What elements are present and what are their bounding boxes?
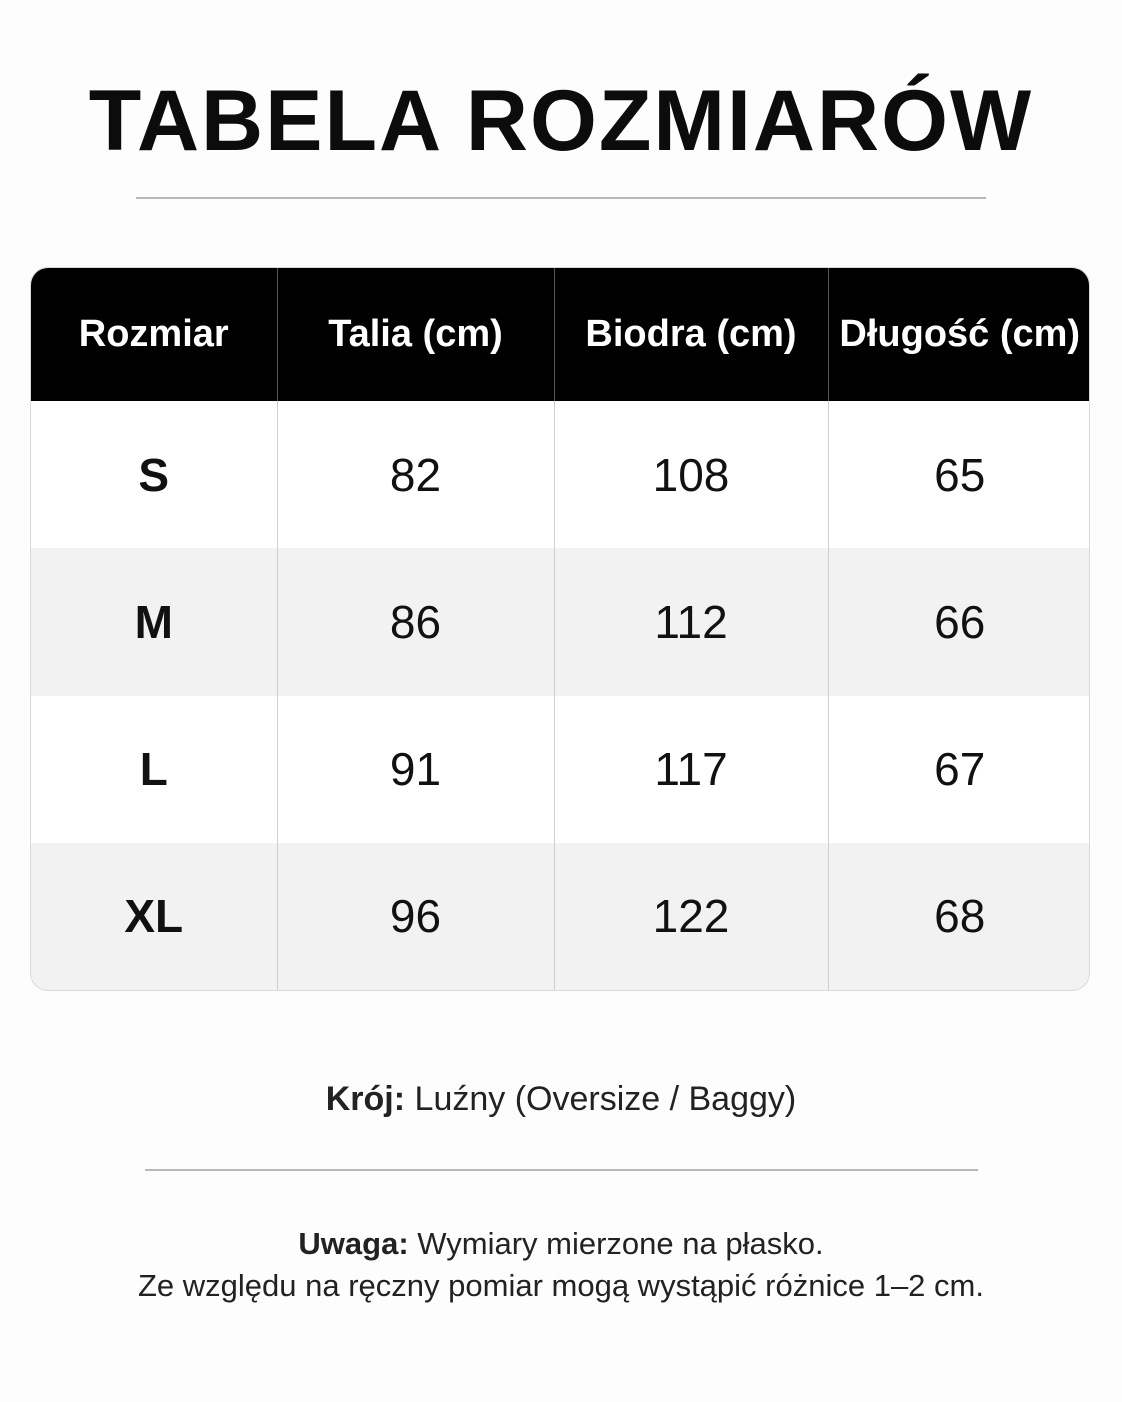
length-cell: 67	[828, 696, 1090, 843]
waist-cell: 82	[277, 401, 554, 548]
cut-info	[0, 1080, 1122, 1119]
length-cell: 66	[828, 548, 1090, 695]
header-hips: Biodra (cm)	[554, 268, 828, 401]
size-cell: XL	[31, 843, 277, 990]
cut-label: Krój:	[325, 1080, 406, 1118]
cut-value: Luźny (Oversize / Baggy)	[414, 1080, 797, 1118]
hips-cell: 122	[554, 843, 828, 990]
hips-cell: 112	[554, 548, 828, 695]
waist-cell: 91	[277, 696, 554, 843]
table-row	[31, 401, 1090, 548]
note-divider	[145, 1169, 978, 1171]
length-cell: 65	[828, 401, 1090, 548]
page-title: TABELA ROZMIARÓW	[88, 73, 1034, 169]
waist-cell: 96	[277, 843, 554, 990]
length-cell: 68	[828, 843, 1090, 990]
size-cell: L	[31, 696, 277, 843]
header-length: Długość (cm)	[828, 268, 1090, 401]
hips-cell: 117	[554, 696, 828, 843]
size-cell: S	[31, 401, 277, 548]
size-table-container	[30, 267, 1090, 991]
note-line-1	[0, 1223, 1122, 1265]
note-text-2: Ze względu na ręczny pomiar mogą wystąpić różnice 1–2 cm.	[138, 1268, 984, 1303]
size-cell: M	[31, 548, 277, 695]
measurement-note	[0, 1223, 1122, 1307]
header-waist: Talia (cm)	[277, 268, 554, 401]
table-row	[31, 548, 1090, 695]
note-text-1: Wymiary mierzone na płasko.	[417, 1226, 824, 1261]
table-row	[31, 696, 1090, 843]
title-divider	[136, 197, 986, 199]
waist-cell: 86	[277, 548, 554, 695]
size-table	[31, 268, 1090, 990]
table-header-row	[31, 268, 1090, 401]
hips-cell: 108	[554, 401, 828, 548]
table-row	[31, 843, 1090, 990]
header-size: Rozmiar	[31, 268, 277, 401]
note-label: Uwaga:	[298, 1226, 409, 1261]
